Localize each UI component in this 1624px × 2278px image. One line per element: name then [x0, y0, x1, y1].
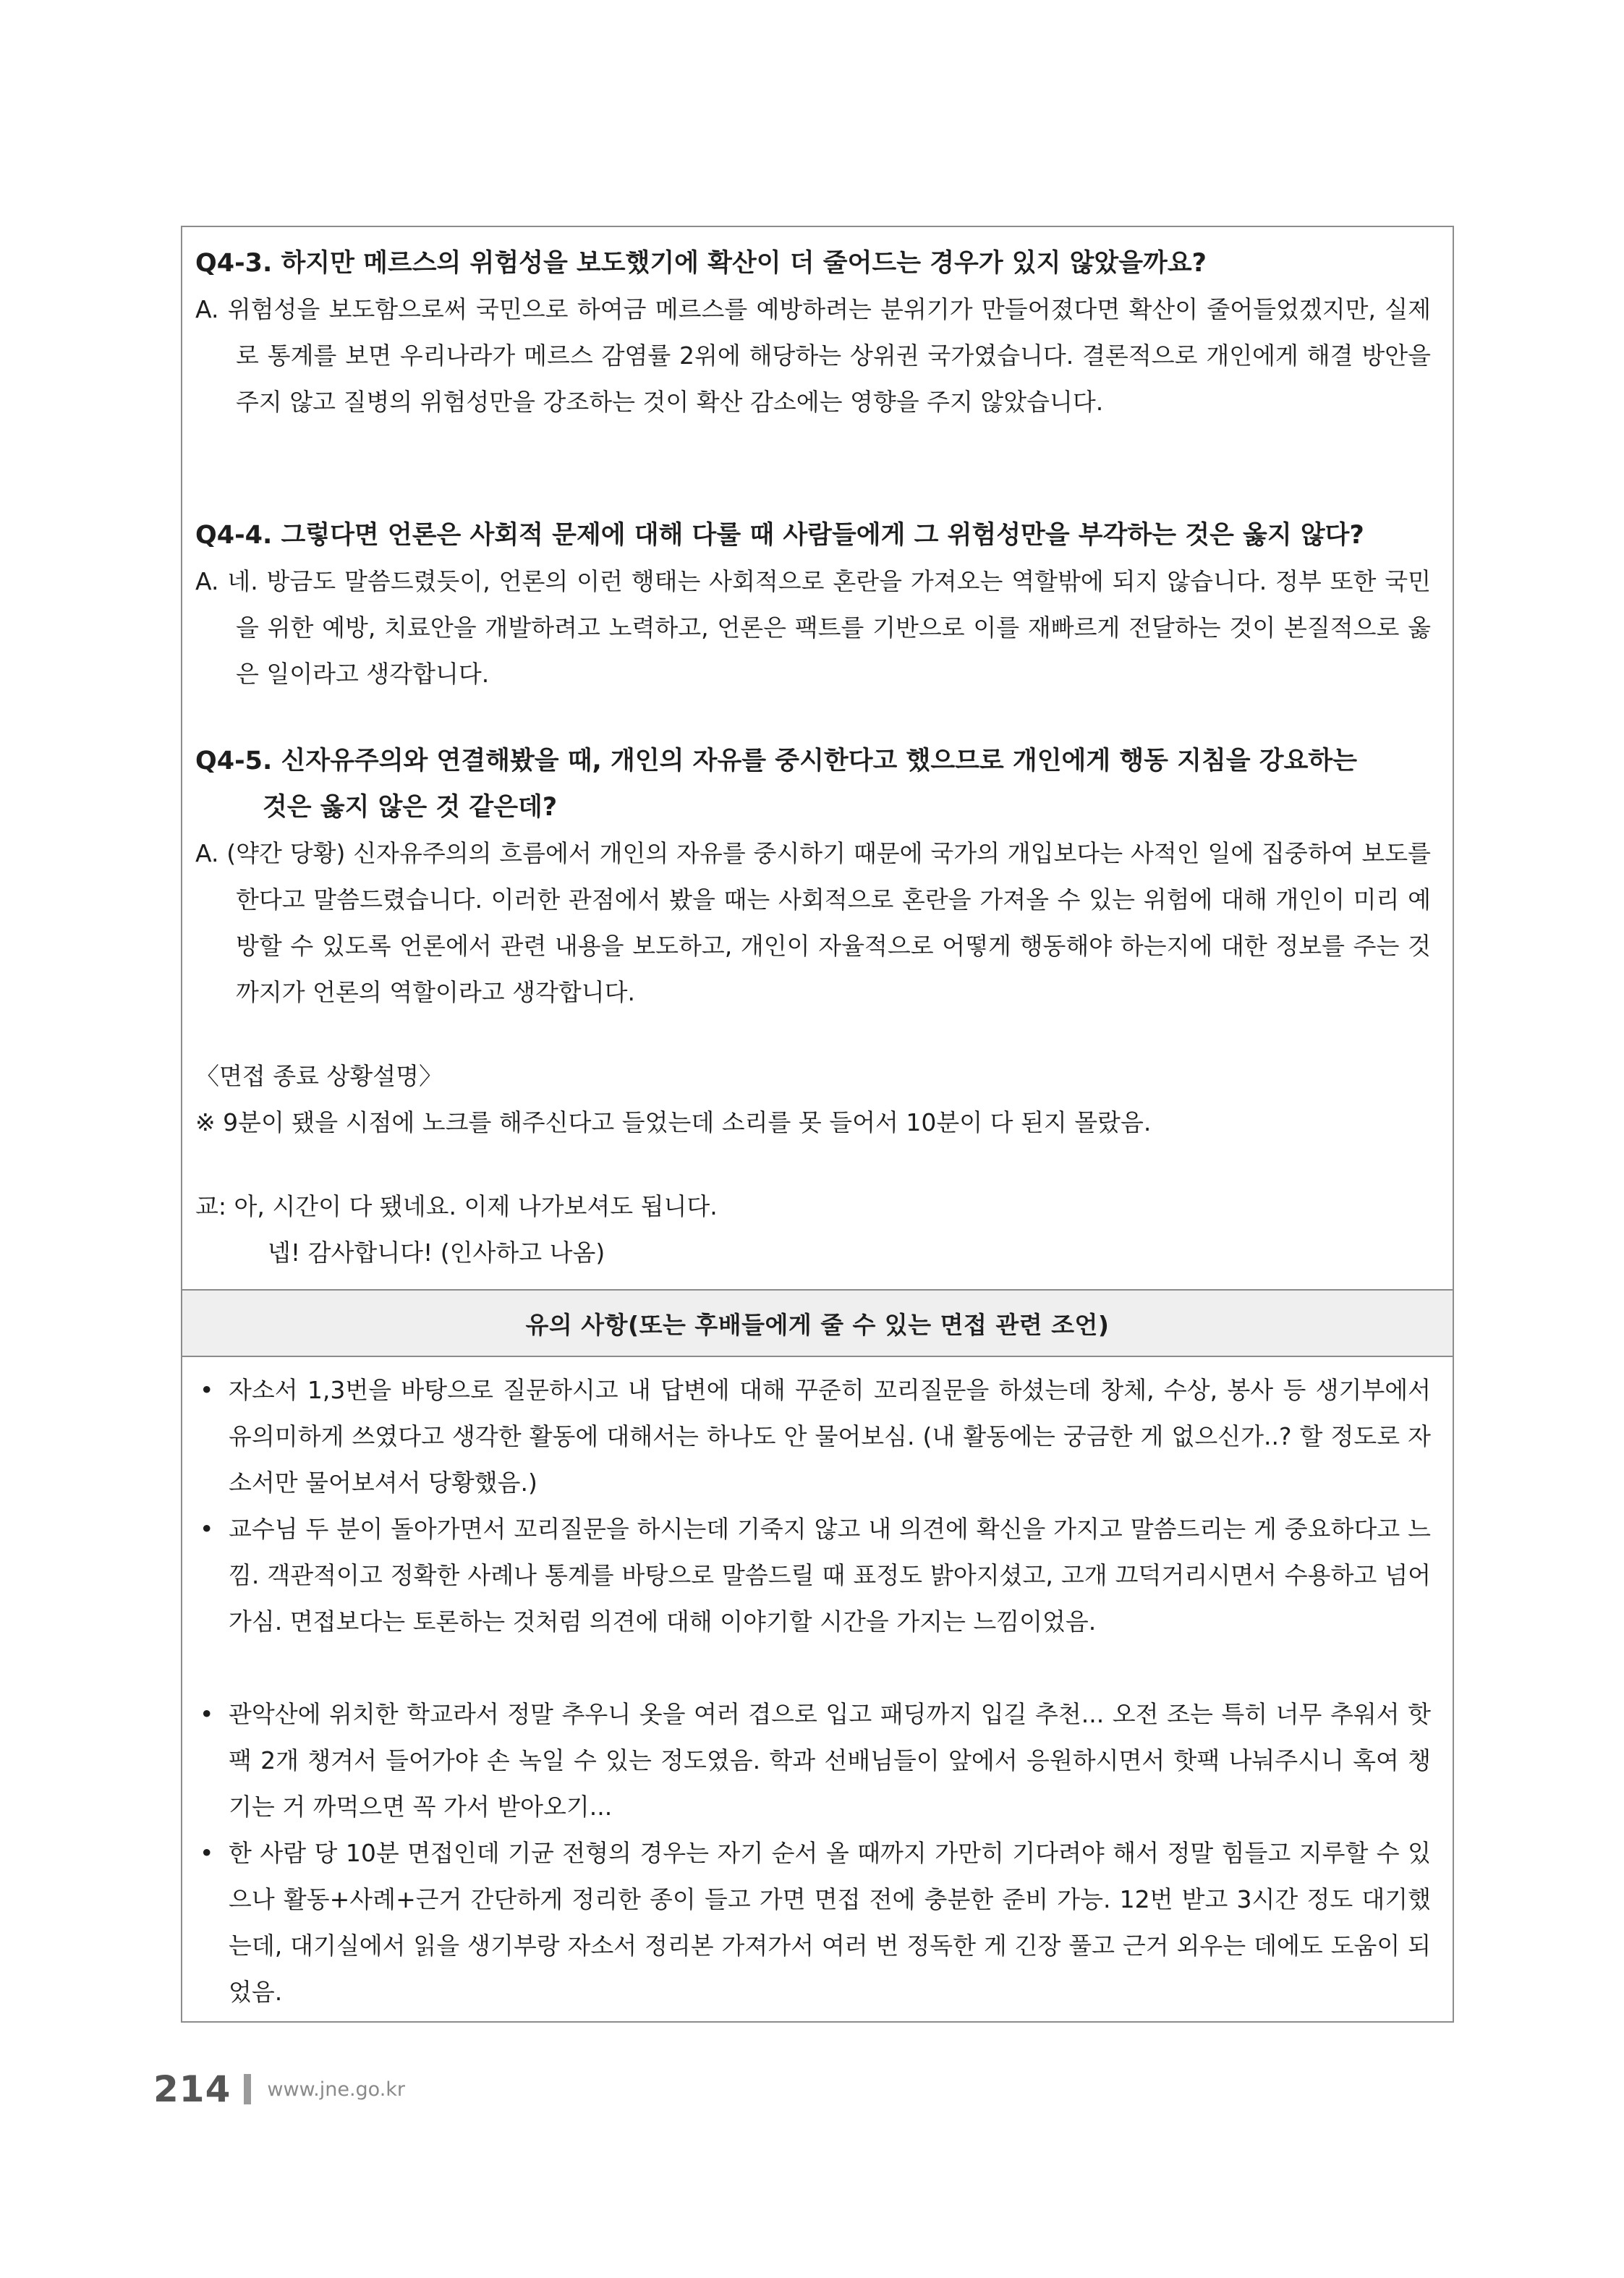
notice-item	[195, 1830, 1431, 2015]
question-q4-5	[195, 738, 1431, 830]
closing-heading: 〈면접 종료 상황설명〉	[195, 1062, 443, 1090]
closing-note: ※ 9분이 됐을 시점에 노크를 해주신다고 들었는데 소리를 못 들어서 10분이 다 된지 몰랐음.	[195, 1108, 1152, 1136]
site-url: www.jne.go.kr	[267, 2078, 406, 2101]
notice-item-text: 교수님 두 분이 돌아가면서 꼬리질문을 하시는데 기죽지 않고 내 의견에 확신을 가지고 말씀드리는 게 중요하다고 느낌. 객관적이고 정확한 사례나 통계를 바탕으로 말씀드릴 때 표정도 밝아지셨고, 고개 끄덕거리시면서 수용하고 넘어가심. 면접보다는 토론하는 것처럼 의견에 대해 이야기할 시간을 가지는 느낌이었음.	[229, 1515, 1431, 1636]
answer-q4-5: A. (약간 당황) 신자유주의의 흐름에서 개인의 자유를 중시하기 때문에 국가의 개입보다는 사적인 일에 집중하여 보도를 한다고 말씀드렸습니다. 이러한 관점에서 봤을 때는 사회적으로 혼란을 가져올 수 있는 위험에 대해 개인이 미리 예방할 수 있도록 언론에서 관련 내용을 보도하고, 개인이 자율적으로 어떻게 행동해야 하는지에 대한 정보를 주는 것까지가 언론의 역할이라고 생각합니다.	[195, 839, 1431, 1006]
notice-item-text: 한 사람 당 10분 면접인데 기균 전형의 경우는 자기 순서 올 때까지 가만히 기다려야 해서 정말 힘들고 지루할 수 있으나 활동+사례+근거 간단하게 정리한 종이 들고 가면 면접 전에 충분한 준비 가능. 12번 받고 3시간 정도 대기했는데, 대기실에서 읽을 생기부랑 자소서 정리본 가져가서 여러 번 정독한 게 긴장 풀고 근거 외우는 데에도 도움이 되었음.	[229, 1839, 1431, 2006]
page-number: 214	[153, 2068, 231, 2110]
bullet-icon: •	[200, 1515, 214, 1543]
answer-q4-4: A. 네. 방금도 말씀드렸듯이, 언론의 이런 행태는 사회적으로 혼란을 가져오는 역할밖에 되지 않습니다. 정부 또한 국민을 위한 예방, 치료안을 개발하려고 노력하고, 언론은 팩트를 기반으로 이를 재빠르게 전달하는 것이 본질적으로 옳은 일이라고 생각합니다.	[195, 567, 1431, 688]
closing-dialog-line1: 교: 아, 시간이 다 됐네요. 이제 나가보셔도 됩니다.	[195, 1192, 718, 1220]
answer-q4-3: A. 위험성을 보도함으로써 국민으로 하여금 메르스를 예방하려는 분위기가 만들어졌다면 확산이 줄어들었겠지만, 실제로 통계를 보면 우리나라가 메르스 감염률 2위에 해당하는 상위권 국가였습니다. 결론적으로 개인에게 해결 방안을 주지 않고 질병의 위험성만을 강조하는 것이 확산 감소에는 영향을 주지 않았습니다.	[195, 295, 1431, 416]
footer-divider	[244, 2074, 251, 2104]
question-q4-3: Q4-3. 하지만 메르스의 위험성을 보도했기에 확산이 더 줄어드는 경우가 있지 않았을까요?	[195, 249, 1207, 278]
question-q4-5-line2: 것은 옳지 않은 것 같은데?	[263, 793, 558, 822]
notice-title: 유의 사항(또는 후배들에게 줄 수 있는 면접 관련 조언)	[182, 1291, 1453, 1357]
page-footer	[153, 2067, 405, 2111]
bullet-icon: •	[200, 1839, 214, 1867]
bullet-icon: •	[200, 1700, 214, 1728]
closing-dialog-line2: 넵! 감사합니다! (인사하고 나옴)	[268, 1238, 605, 1267]
question-q4-5-line1: Q4-5. 신자유주의와 연결해봤을 때, 개인의 자유를 중시한다고 했으므로 개인에게 행동 지침을 강요하는	[195, 747, 1358, 775]
notice-item-text: 관악산에 위치한 학교라서 정말 추우니 옷을 여러 겹으로 입고 패딩까지 입길 추천... 오전 조는 특히 너무 추워서 핫팩 2개 챙겨서 들어가야 손 녹일 수 있는 정도였음. 학과 선배님들이 앞에서 응원하시면서 핫팩 나눠주시니 혹여 챙기는 거 까먹으면 꼭 가서 받아오기...	[229, 1700, 1431, 1821]
bullet-icon: •	[200, 1376, 214, 1404]
notice-item	[195, 1367, 1431, 1506]
notice-item	[195, 1691, 1431, 1830]
notice-item	[195, 1506, 1431, 1645]
interview-content-box	[181, 226, 1454, 2023]
qa-section	[182, 227, 1453, 1291]
question-q4-4: Q4-4. 그렇다면 언론은 사회적 문제에 대해 다룰 때 사람들에게 그 위험성만을 부각하는 것은 옳지 않다?	[195, 521, 1364, 550]
notice-item-text: 자소서 1,3번을 바탕으로 질문하시고 내 답변에 대해 꾸준히 꼬리질문을 하셨는데 창체, 수상, 봉사 등 생기부에서 유의미하게 쓰였다고 생각한 활동에 대해서는 하나도 안 물어보심. (내 활동에는 궁금한 게 없으신가..? 할 정도로 자소서만 물어보셔서 당황했음.)	[229, 1376, 1431, 1497]
